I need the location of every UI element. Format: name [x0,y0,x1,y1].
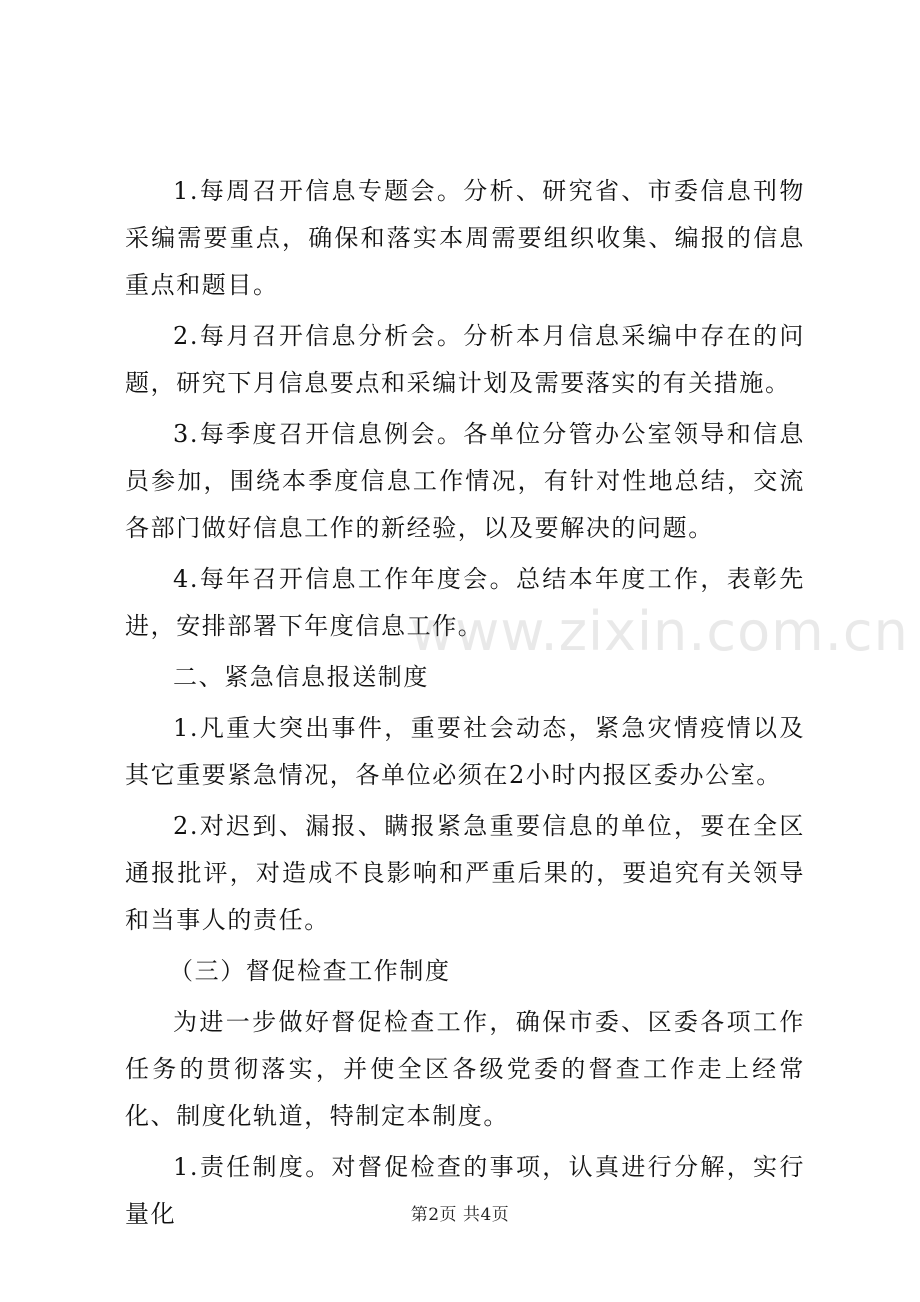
section-heading-supervision: （三）督促检查工作制度 [169,957,451,985]
paragraph-weekly-meeting: 1.每周召开信息专题会。分析、研究省、市委信息刊物采编需要重点，确保和落实本周需要组织收集、编报的信息重点和题目。 [125,177,805,299]
paragraph-quarterly-meeting: 3.每季度召开信息例会。各单位分管办公室领导和信息员参加，围绕本季度信息工作情况，有针对性地总结，交流各部门做好信息工作的新经验，以及要解决的问题。 [125,420,805,542]
document-body [125,168,805,1242]
paragraph-annual-meeting: 4.每年召开信息工作年度会。总结本年度工作，表彰先进，安排部署下年度信息工作。 [125,565,805,640]
paragraph-responsibility-system: 1.责任制度。对督促检查的事项，认真进行分解，实行量化 [125,1153,805,1228]
section-heading-emergency-reporting: 二、紧急信息报送制度 [173,663,429,691]
paragraph-late-report-penalty: 2.对迟到、漏报、瞒报紧急重要信息的单位，要在全区通报批评，对造成不良影响和严重后果的，要追究有关领导和当事人的责任。 [125,812,805,934]
page-footer: 第2页 共4页 [410,1205,510,1225]
watermark: www.zixin.com.cn [410,600,909,663]
paragraph-emergency-events: 1.凡重大突出事件，重要社会动态，紧急灾情疫情以及其它重要紧急情况，各单位必须在2小时内报区委办公室。 [125,714,805,789]
paragraph-supervision-intro: 为进一步做好督促检查工作，确保市委、区委各项工作任务的贯彻落实，并使全区各级党委的督查工作走上经常化、制度化轨道，特制定本制度。 [125,1008,805,1130]
paragraph-monthly-meeting: 2.每月召开信息分析会。分析本月信息采编中存在的问题，研究下月信息要点和采编计划及需要落实的有关措施。 [125,322,805,397]
